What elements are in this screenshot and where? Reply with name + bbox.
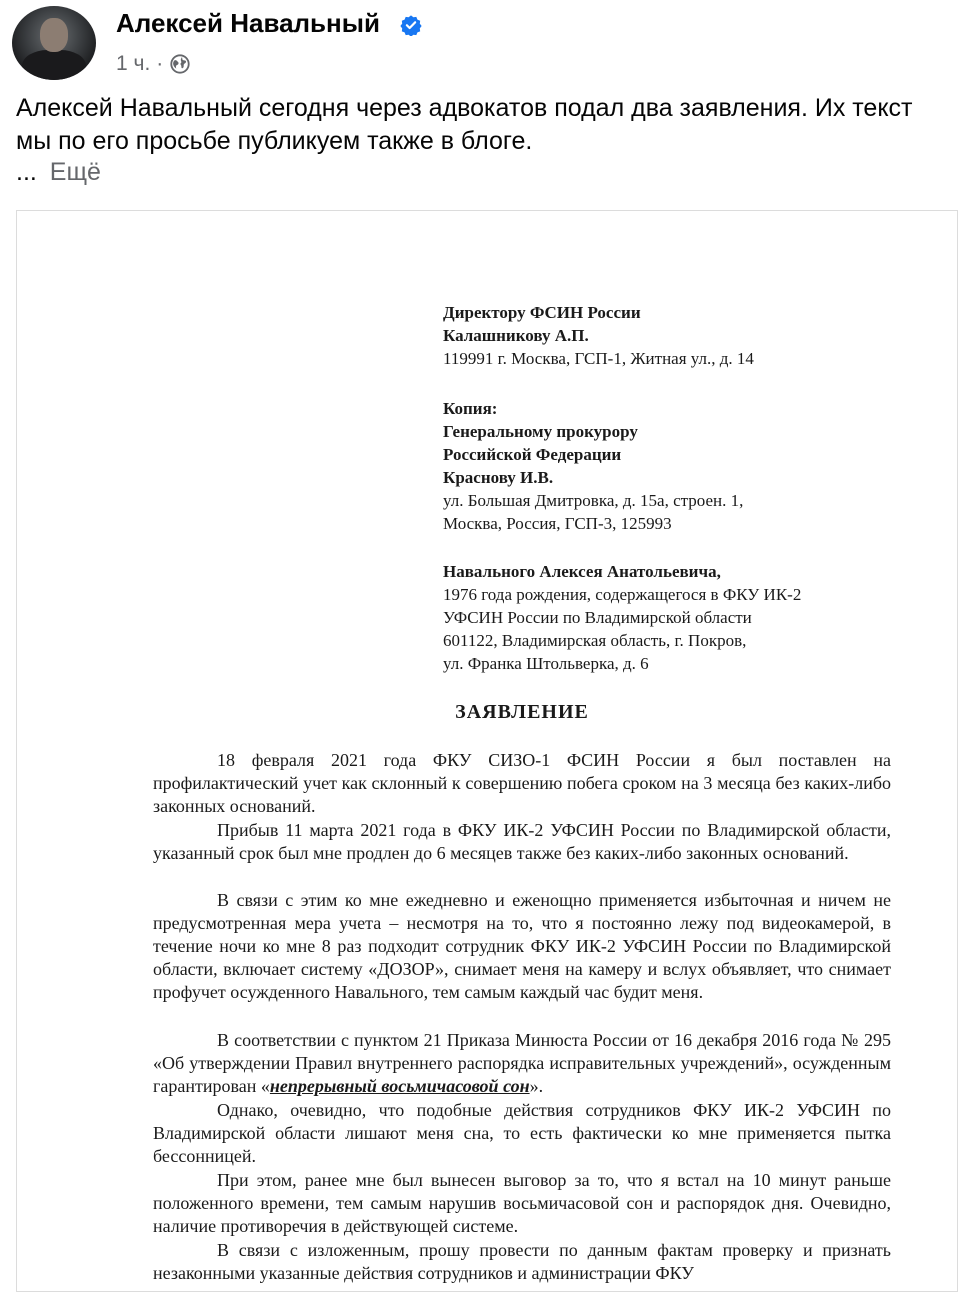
paragraph-7: В связи с изложенным, прошу провести по данным фактам проверку и признать незаконными указанные действия сотрудников и администрации ФКУ (153, 1240, 891, 1283)
paragraph-2: Прибыв 11 марта 2021 года в ФКУ ИК-2 УФСИН России по Владимирской области, указанный срок был мне продлен до 6 месяцев также без каких-либо законных оснований. (153, 820, 891, 863)
sender-line2: УФСИН России по Владимирской области (443, 608, 752, 627)
ellipsis: ... (16, 158, 37, 186)
copy-block (443, 397, 923, 535)
post-time[interactable]: 1 ч. (116, 52, 151, 75)
author-name[interactable]: Алексей Навальный (116, 8, 380, 38)
copy-recipient-name: Краснову И.В. (443, 468, 554, 487)
copy-label: Копия: (443, 399, 498, 418)
addressee-title: Директору ФСИН России (443, 303, 641, 322)
paragraph-3: В связи с этим ко мне ежедневно и еженощно применяется избыточная и ничем не предусмотренная мера учета – несмотря на то, что я постоянно лежу под видеокамерой, в течение ночи ко мне 8 раз подходит сотрудник ФКУ ИК-2 УФСИН России по Владимирской области, включает систему «ДОЗОР», снимает меня на камеру и вслух объявляет, что снимает профучет осужденного Навального, тем самым каждый час будит меня. (153, 890, 891, 1002)
addressee-address: 119991 г. Москва, ГСП-1, Житная ул., д. 14 (443, 349, 754, 368)
meta-separator: · (156, 52, 164, 75)
addressee-block (443, 301, 923, 370)
author-avatar[interactable] (12, 6, 96, 80)
see-more[interactable] (16, 158, 101, 187)
sender-name: Навального Алексея Анатольевича, (443, 562, 721, 581)
paragraph-6: При этом, ранее мне был вынесен выговор за то, что я встал на 10 минут раньше положенного времени, тем самым нарушив восьмичасовой сон и распорядок дня. Очевидно, наличие противоречия в действующей системе. (153, 1170, 891, 1236)
post-meta (116, 52, 191, 76)
paragraph-4-emphasis: непрерывный восьмичасовой сон (269, 1076, 530, 1096)
copy-address-line1: ул. Большая Дмитровка, д. 15а, строен. 1, (443, 491, 744, 510)
paragraph-1: 18 февраля 2021 года ФКУ СИЗО-1 ФСИН России я был поставлен на профилактический учет как склонный к совершению побега сроком на 3 месяца без каких-либо законных оснований. (153, 750, 891, 816)
post-header (12, 6, 952, 86)
paragraph-4-start: В соответствии с пунктом 21 Приказа Минюста России от 16 декабря 2016 года № 295 «Об утверждении Правил внутреннего распорядка исправительных учреждений», осужденным гарантирован « (153, 1030, 891, 1096)
paragraph-4-end: ». (529, 1076, 544, 1096)
attached-document-image[interactable] (16, 210, 958, 1292)
paragraph-4 (153, 1029, 891, 1098)
copy-recipient-title: Генеральному прокурору (443, 422, 638, 441)
sender-block (443, 560, 923, 675)
post-text: Алексей Навальный сегодня через адвокатов подал два заявления. Их текст мы по его просьбе публикуем также в блоге. (16, 94, 913, 155)
see-more-link[interactable]: Ещё (49, 158, 101, 186)
paragraph-5: Однако, очевидно, что подобные действия сотрудников ФКУ ИК-2 УФСИН по Владимирской области лишают меня сна, то есть фактически ко мне применяется пытка бессонницей. (153, 1100, 891, 1166)
document-page (17, 211, 957, 1291)
globe-icon (169, 53, 191, 75)
sender-line4: ул. Франка Штольверка, д. 6 (443, 654, 649, 673)
addressee-name: Калашникову А.П. (443, 326, 589, 345)
verified-badge-icon (400, 14, 422, 36)
document-title: ЗАЯВЛЕНИЕ (455, 701, 589, 723)
copy-address-line2: Москва, Россия, ГСП-3, 125993 (443, 514, 672, 533)
copy-recipient-country: Российской Федерации (443, 445, 622, 464)
sender-line3: 601122, Владимирская область, г. Покров, (443, 631, 747, 650)
sender-line1: 1976 года рождения, содержащегося в ФКУ ИК-2 (443, 585, 802, 604)
